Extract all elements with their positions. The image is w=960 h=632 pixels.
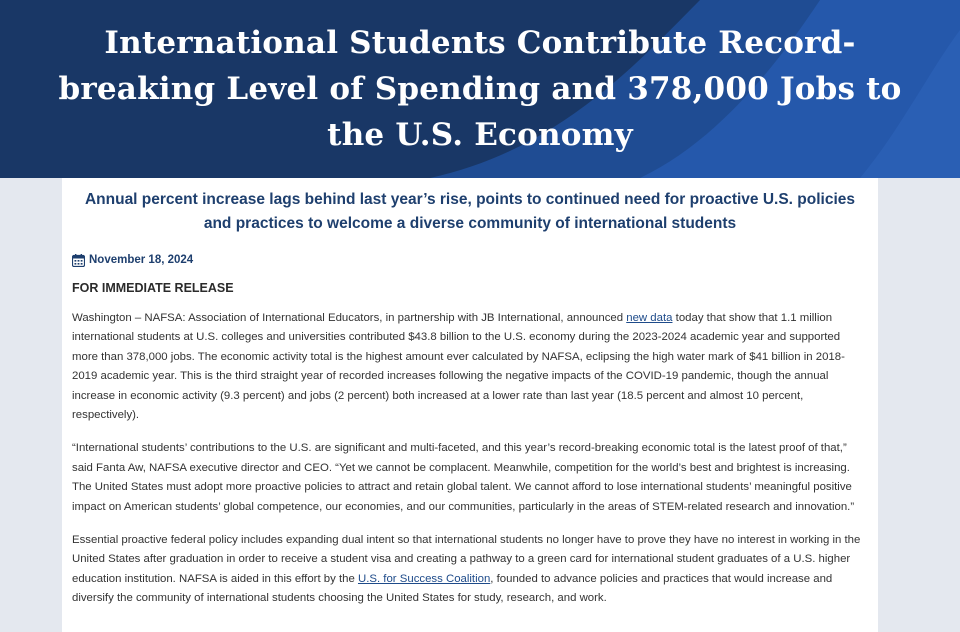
hero-banner bbox=[0, 0, 960, 178]
subtitle-line-2: and practices to welcome a diverse community of international students bbox=[203, 215, 737, 232]
headline-line-3: the U.S. Economy bbox=[327, 117, 633, 153]
coalition-link[interactable]: U.S. for Success Coalition bbox=[357, 572, 491, 585]
page-headline bbox=[40, 20, 920, 158]
paragraph-1-text-start: Washington – NAFSA: Association of International Educators, in partnership with JB International, announced bbox=[72, 312, 627, 324]
paragraph-1 bbox=[72, 309, 868, 425]
calendar-icon bbox=[72, 254, 85, 267]
subtitle-line-1: Annual percent increase lags behind last year’s rise, points to continued need for proactive U.S. policies bbox=[84, 191, 856, 208]
paragraph-3-text-end: , founded to advance policies and practices that would increase and diversify the community of international students choosing the United States for study, research, and work. bbox=[72, 572, 833, 605]
release-label: FOR IMMEDIATE RELEASE bbox=[72, 281, 234, 295]
publish-date bbox=[72, 252, 868, 268]
article-body bbox=[62, 178, 878, 632]
new-data-link[interactable]: new data bbox=[626, 312, 673, 324]
paragraph-3 bbox=[72, 531, 868, 609]
headline-line-1: International Students Contribute Record- bbox=[104, 25, 856, 61]
paragraph-3-text-start: Essential proactive federal policy includes expanding dual intent so that international students no longer have to prove they have no interest in working in the United States after graduation in order to receive a student visa and creating a pathway to a green card for international student graduates of a U.S. higher education institution. NAFSA is aided in this effort by the bbox=[72, 534, 861, 585]
paragraph-1-text-end: today that show that 1.1 million international students at U.S. colleges and universities contributed $43.8 billion to the U.S. economy during the 2023-2024 academic year and supported more than 378,000 jobs. The economic activity total is the highest amount ever calculated by NAFSA, eclipsing the high water mark of $41 billion in 2018-2019 academic year. This is the third straight year of recorded increases following the negative impacts of the COVID-19 pandemic, though the annual increase in economic activity (9.3 percent) and jobs (2 percent) both increased at a lower rate than last year (18.5 percent and almost 10 percent, respectively). bbox=[72, 312, 845, 422]
date-text: November 18, 2024 bbox=[89, 254, 194, 266]
headline-line-2: breaking Level of Spending and 378,000 Jobs to bbox=[58, 71, 902, 107]
article-subtitle bbox=[72, 188, 868, 236]
paragraph-2: “International students’ contributions to the U.S. are significant and multi-faceted, and this year’s record-breaking economic total is the latest proof of that,” said Fanta Aw, NAFSA executive director and CEO. “Yet we cannot be complacent. Meanwhile, competition for the world’s best and brightest is increasing. The United States must adopt more proactive policies to attract and retain global talent. We cannot afford to lose international students’ meaningful positive impact on American students’ global competence, our economies, and our communities, particularly in the areas of STEM-related research and innovation.” bbox=[72, 442, 855, 513]
